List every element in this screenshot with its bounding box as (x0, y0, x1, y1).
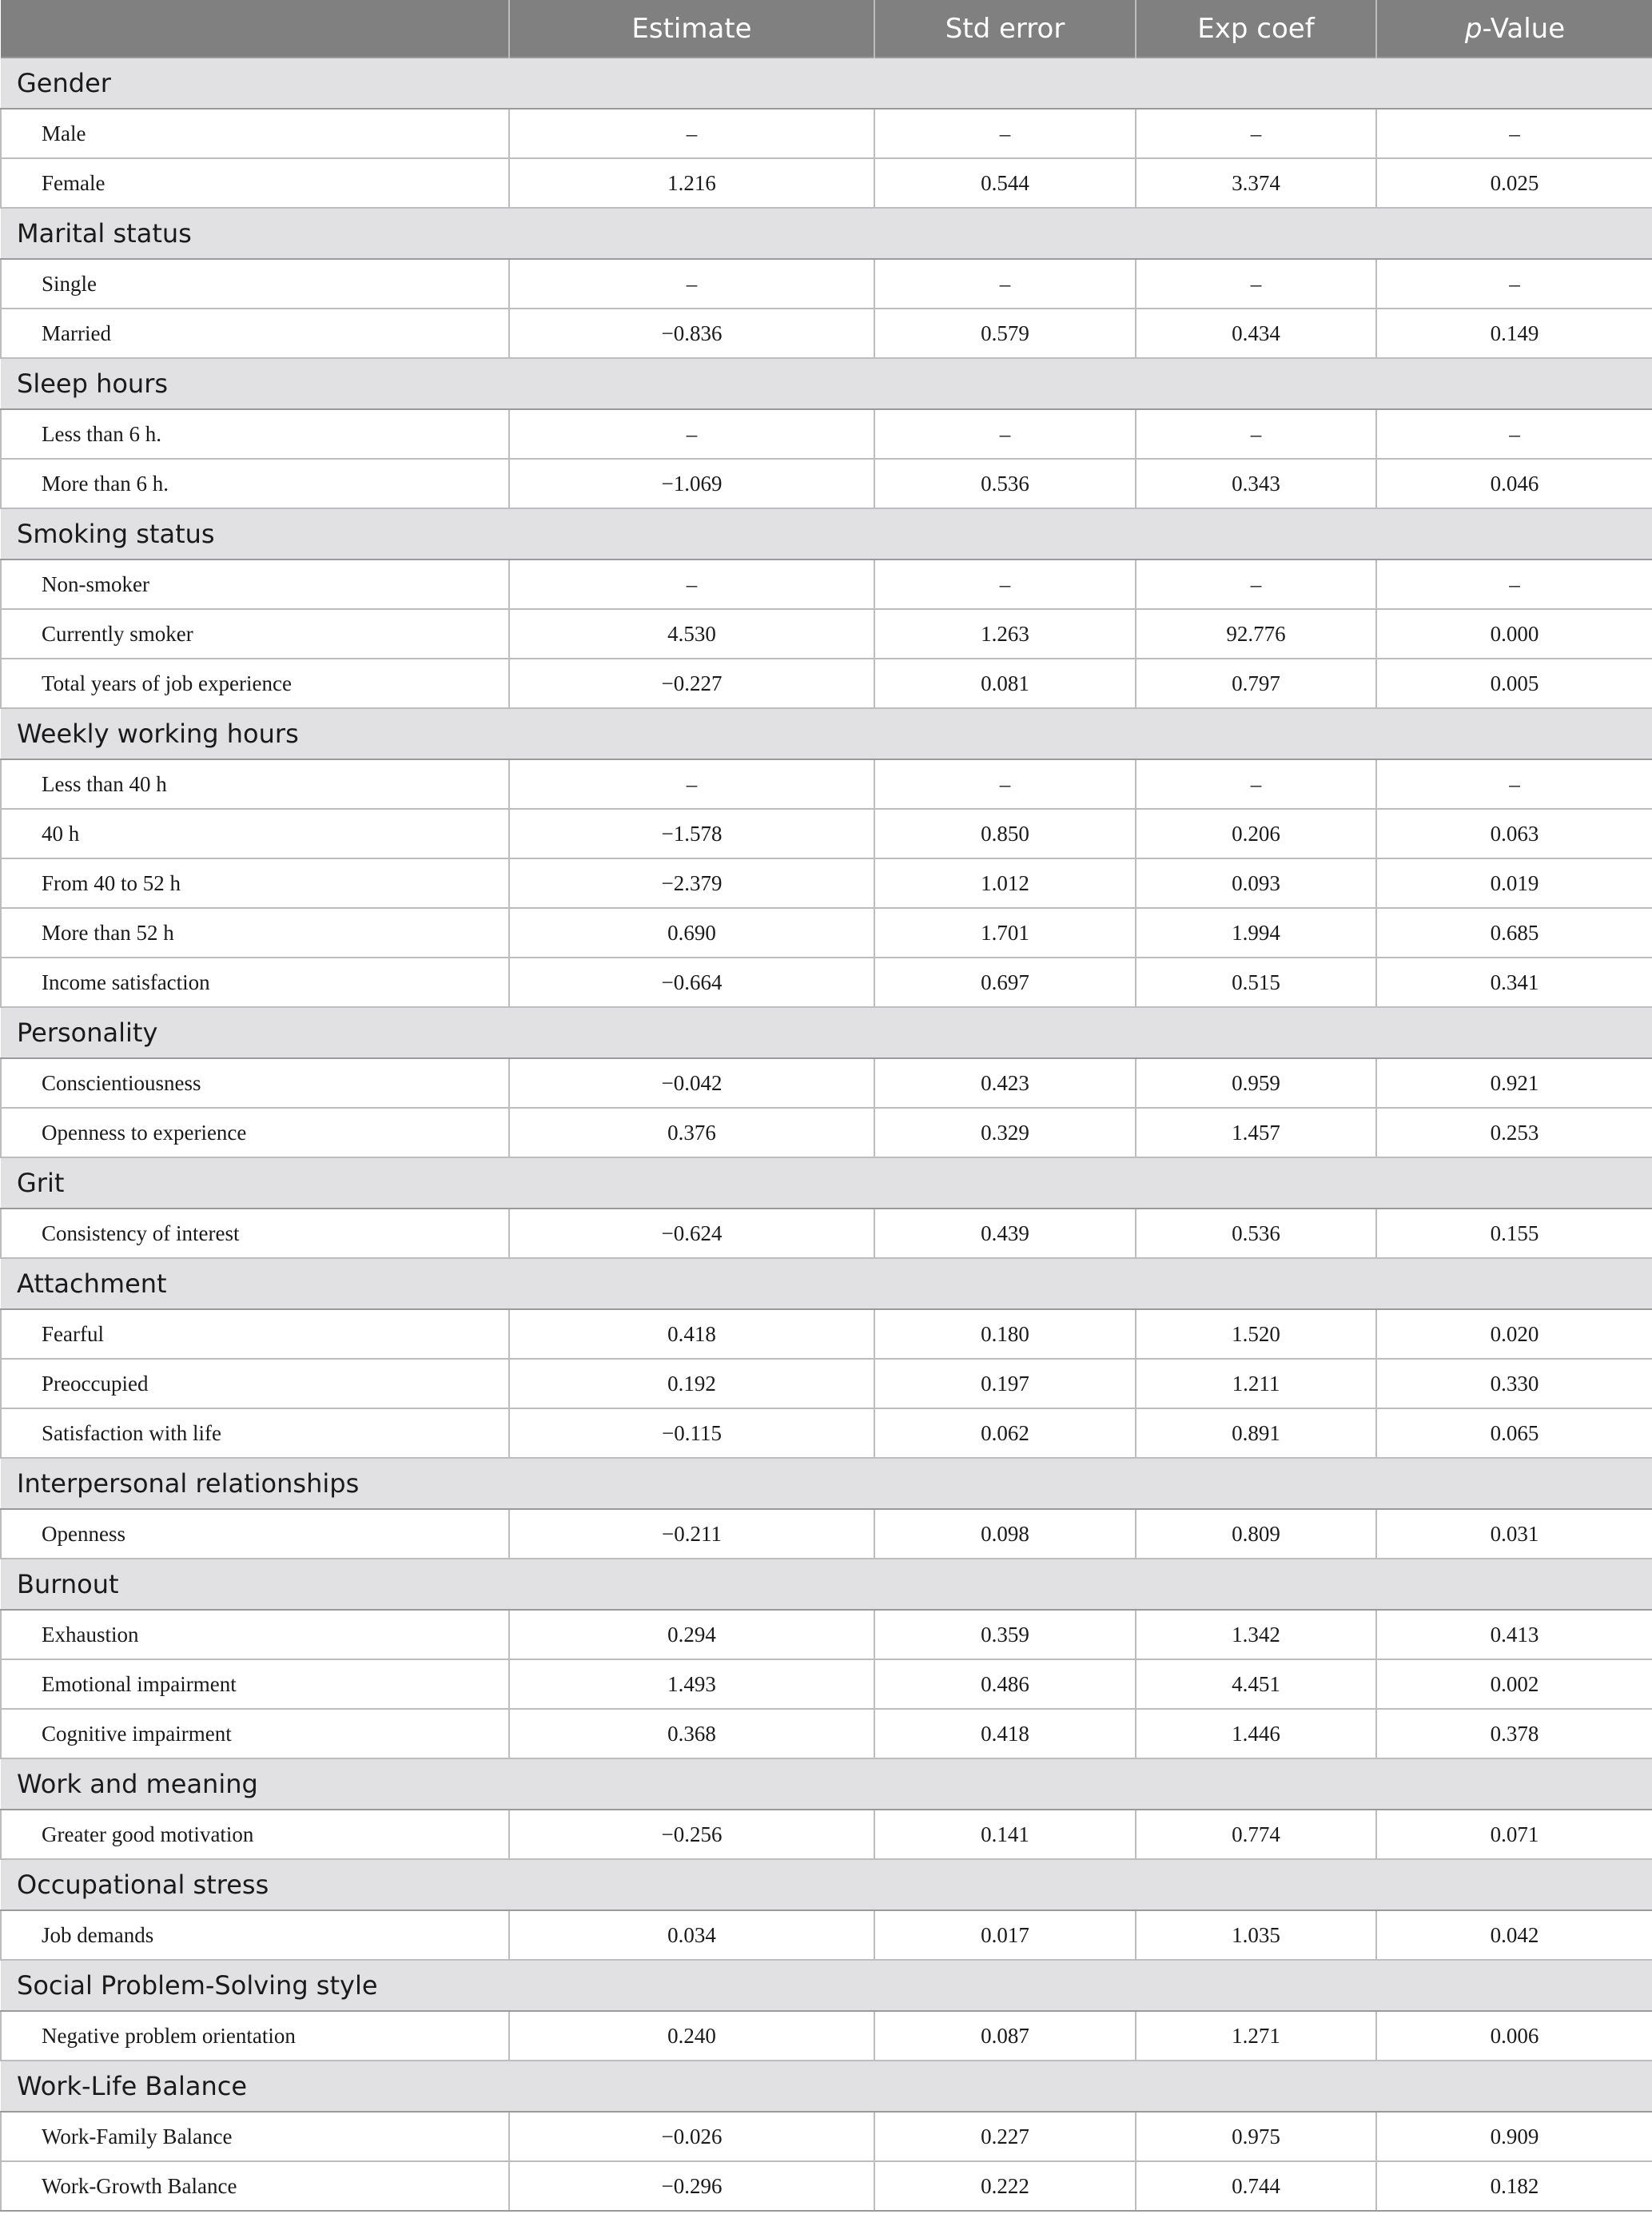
cell-estimate: 4.530 (509, 609, 874, 659)
group-row (1, 358, 1652, 409)
cell-std-error: 0.062 (874, 1408, 1136, 1458)
cell-estimate: 1.216 (509, 158, 874, 208)
cell-p-value: 0.182 (1376, 2161, 1652, 2211)
cell-std-error: 0.544 (874, 158, 1136, 208)
cell-p-value: 0.071 (1376, 1810, 1652, 1859)
cell-estimate: – (509, 759, 874, 809)
group-row (1, 708, 1652, 759)
header-row (1, 0, 1652, 58)
cell-estimate: −1.578 (509, 809, 874, 858)
cell-exp-coef: 0.343 (1136, 459, 1376, 508)
group-title: Occupational stress (1, 1859, 1652, 1910)
group-title: Attachment (1, 1258, 1652, 1309)
cell-exp-coef: – (1136, 559, 1376, 609)
cell-exp-coef: 1.211 (1136, 1359, 1376, 1408)
cell-std-error: 0.017 (874, 1910, 1136, 1960)
row-label: Non-smoker (1, 559, 509, 609)
table-row (1, 259, 1652, 309)
cell-exp-coef: – (1136, 409, 1376, 459)
cell-exp-coef: 0.515 (1136, 958, 1376, 1007)
table-row (1, 409, 1652, 459)
cell-std-error: 0.197 (874, 1359, 1136, 1408)
table-row (1, 1408, 1652, 1458)
cell-exp-coef: 0.891 (1136, 1408, 1376, 1458)
group-row (1, 1458, 1652, 1509)
cell-p-value: 0.042 (1376, 1910, 1652, 1960)
table-row (1, 1659, 1652, 1709)
cell-p-value: 0.020 (1376, 1309, 1652, 1359)
cell-exp-coef: 1.457 (1136, 1108, 1376, 1157)
cell-estimate: 0.376 (509, 1108, 874, 1157)
cell-exp-coef: 0.434 (1136, 309, 1376, 358)
table-row (1, 2112, 1652, 2161)
table-row (1, 1058, 1652, 1108)
row-label: Emotional impairment (1, 1659, 509, 1709)
row-label: Married (1, 309, 509, 358)
row-label: Negative problem orientation (1, 2011, 509, 2061)
cell-p-value: 0.909 (1376, 2112, 1652, 2161)
group-title: Interpersonal relationships (1, 1458, 1652, 1509)
cell-estimate: 0.034 (509, 1910, 874, 1960)
cell-exp-coef: 1.994 (1136, 908, 1376, 958)
cell-exp-coef: 92.776 (1136, 609, 1376, 659)
cell-exp-coef: 0.809 (1136, 1509, 1376, 1559)
cell-exp-coef: 0.797 (1136, 659, 1376, 708)
cell-exp-coef: – (1136, 759, 1376, 809)
row-label: Female (1, 158, 509, 208)
cell-exp-coef: 0.536 (1136, 1209, 1376, 1258)
row-label: Work-Growth Balance (1, 2161, 509, 2211)
cell-estimate: −0.624 (509, 1209, 874, 1258)
cell-exp-coef: 1.342 (1136, 1610, 1376, 1659)
group-title: Sleep hours (1, 358, 1652, 409)
cell-estimate: 0.368 (509, 1709, 874, 1758)
cell-std-error: 0.359 (874, 1610, 1136, 1659)
cell-p-value: 0.921 (1376, 1058, 1652, 1108)
row-label: Work-Family Balance (1, 2112, 509, 2161)
group-row (1, 1859, 1652, 1910)
header-std-error: Std error (874, 0, 1136, 58)
cell-estimate: – (509, 259, 874, 309)
cell-estimate: −0.227 (509, 659, 874, 708)
cell-estimate: −0.042 (509, 1058, 874, 1108)
cell-std-error: 0.081 (874, 659, 1136, 708)
cell-estimate: −0.026 (509, 2112, 874, 2161)
group-title: Grit (1, 1157, 1652, 1209)
header-p-value (1376, 0, 1652, 58)
row-label: Male (1, 109, 509, 158)
cell-exp-coef: 1.446 (1136, 1709, 1376, 1758)
cell-std-error: 0.579 (874, 309, 1136, 358)
cell-std-error: 0.222 (874, 2161, 1136, 2211)
table-row (1, 858, 1652, 908)
cell-std-error: 0.329 (874, 1108, 1136, 1157)
table-row (1, 309, 1652, 358)
row-label: Fearful (1, 1309, 509, 1359)
table-row (1, 809, 1652, 858)
group-row (1, 2061, 1652, 2112)
row-label: Cognitive impairment (1, 1709, 509, 1758)
row-label: Greater good motivation (1, 1810, 509, 1859)
group-title: Work-Life Balance (1, 2061, 1652, 2112)
cell-p-value: 0.155 (1376, 1209, 1652, 1258)
group-title: Burnout (1, 1559, 1652, 1610)
group-row (1, 1007, 1652, 1058)
table-row (1, 759, 1652, 809)
cell-std-error: – (874, 109, 1136, 158)
cell-exp-coef: 0.206 (1136, 809, 1376, 858)
header-estimate: Estimate (509, 0, 874, 58)
table-row (1, 659, 1652, 708)
cell-std-error: 0.141 (874, 1810, 1136, 1859)
cell-std-error: – (874, 759, 1136, 809)
cell-p-value: 0.046 (1376, 459, 1652, 508)
cell-p-value: – (1376, 109, 1652, 158)
group-row (1, 1157, 1652, 1209)
cell-std-error: 0.227 (874, 2112, 1136, 2161)
cell-std-error: 0.418 (874, 1709, 1136, 1758)
cell-p-value: 0.065 (1376, 1408, 1652, 1458)
table-row (1, 2011, 1652, 2061)
row-label: Openness to experience (1, 1108, 509, 1157)
row-label: Less than 6 h. (1, 409, 509, 459)
cell-std-error: – (874, 409, 1136, 459)
cell-std-error: 0.087 (874, 2011, 1136, 2061)
group-row (1, 58, 1652, 109)
cell-std-error: 0.098 (874, 1509, 1136, 1559)
cell-p-value: 0.341 (1376, 958, 1652, 1007)
cell-std-error: 0.850 (874, 809, 1136, 858)
cell-p-value: – (1376, 409, 1652, 459)
group-row (1, 1960, 1652, 2011)
cell-p-value: 0.005 (1376, 659, 1652, 708)
table-row (1, 1309, 1652, 1359)
cell-exp-coef: 0.093 (1136, 858, 1376, 908)
row-label: Income satisfaction (1, 958, 509, 1007)
row-label: Consistency of interest (1, 1209, 509, 1258)
cell-p-value: – (1376, 259, 1652, 309)
header-exp-coef: Exp coef (1136, 0, 1376, 58)
cell-std-error: 0.423 (874, 1058, 1136, 1108)
cell-p-value: 0.413 (1376, 1610, 1652, 1659)
table-row (1, 609, 1652, 659)
table-row (1, 1509, 1652, 1559)
cell-estimate: −0.664 (509, 958, 874, 1007)
cell-estimate: 1.493 (509, 1659, 874, 1709)
row-label: Exhaustion (1, 1610, 509, 1659)
cell-estimate: −2.379 (509, 858, 874, 908)
table-row (1, 908, 1652, 958)
table-row (1, 158, 1652, 208)
cell-p-value: 0.685 (1376, 908, 1652, 958)
table-row (1, 1209, 1652, 1258)
cell-estimate: – (509, 109, 874, 158)
cell-p-value: 0.025 (1376, 158, 1652, 208)
cell-p-value: 0.378 (1376, 1709, 1652, 1758)
cell-estimate: 0.418 (509, 1309, 874, 1359)
cell-estimate: −0.296 (509, 2161, 874, 2211)
cell-p-value: 0.000 (1376, 609, 1652, 659)
row-label: Conscientiousness (1, 1058, 509, 1108)
cell-estimate: 0.690 (509, 908, 874, 958)
cell-estimate: 0.294 (509, 1610, 874, 1659)
cell-estimate: – (509, 559, 874, 609)
row-label: Total years of job experience (1, 659, 509, 708)
table-row (1, 459, 1652, 508)
group-title: Smoking status (1, 508, 1652, 559)
row-label: More than 6 h. (1, 459, 509, 508)
table-header (1, 0, 1652, 58)
group-title: Work and meaning (1, 1758, 1652, 1810)
row-label: 40 h (1, 809, 509, 858)
cell-estimate: – (509, 409, 874, 459)
table-row (1, 1108, 1652, 1157)
group-title: Personality (1, 1007, 1652, 1058)
cell-exp-coef: – (1136, 259, 1376, 309)
cell-estimate: −0.211 (509, 1509, 874, 1559)
cell-p-value: 0.149 (1376, 309, 1652, 358)
row-label: More than 52 h (1, 908, 509, 958)
table-row (1, 109, 1652, 158)
row-label: Satisfaction with life (1, 1408, 509, 1458)
cell-estimate: 0.192 (509, 1359, 874, 1408)
cell-p-value: 0.253 (1376, 1108, 1652, 1157)
cell-std-error: 0.697 (874, 958, 1136, 1007)
group-row (1, 1258, 1652, 1309)
cell-exp-coef: 4.451 (1136, 1659, 1376, 1709)
cell-estimate: −1.069 (509, 459, 874, 508)
cell-estimate: −0.256 (509, 1810, 874, 1859)
cell-p-value: 0.063 (1376, 809, 1652, 858)
table-row (1, 1359, 1652, 1408)
group-title: Social Problem-Solving style (1, 1960, 1652, 2011)
table-row (1, 2161, 1652, 2211)
cell-p-value: 0.031 (1376, 1509, 1652, 1559)
cell-p-value: 0.019 (1376, 858, 1652, 908)
cell-std-error: 0.486 (874, 1659, 1136, 1709)
row-label: Openness (1, 1509, 509, 1559)
cell-exp-coef: 1.520 (1136, 1309, 1376, 1359)
cell-exp-coef: 0.975 (1136, 2112, 1376, 2161)
cell-std-error: 0.536 (874, 459, 1136, 508)
row-label: From 40 to 52 h (1, 858, 509, 908)
table-row (1, 1910, 1652, 1960)
cell-std-error: – (874, 259, 1136, 309)
cell-exp-coef: 1.035 (1136, 1910, 1376, 1960)
row-label: Preoccupied (1, 1359, 509, 1408)
row-label: Single (1, 259, 509, 309)
cell-std-error: 1.012 (874, 858, 1136, 908)
table-row (1, 559, 1652, 609)
cell-std-error: 0.439 (874, 1209, 1136, 1258)
cell-estimate: 0.240 (509, 2011, 874, 2061)
table-row (1, 1610, 1652, 1659)
cell-p-value: – (1376, 759, 1652, 809)
group-title: Gender (1, 58, 1652, 109)
group-title: Marital status (1, 208, 1652, 259)
group-row (1, 208, 1652, 259)
table-row (1, 1810, 1652, 1859)
cell-std-error: 0.180 (874, 1309, 1136, 1359)
cell-p-value: – (1376, 559, 1652, 609)
group-row (1, 1758, 1652, 1810)
row-label: Currently smoker (1, 609, 509, 659)
cell-std-error: – (874, 559, 1136, 609)
header-p-rest: -Value (1482, 12, 1566, 45)
cell-p-value: 0.002 (1376, 1659, 1652, 1709)
header-blank (1, 0, 509, 58)
cell-estimate: −0.836 (509, 309, 874, 358)
cell-std-error: 1.701 (874, 908, 1136, 958)
table-row (1, 958, 1652, 1007)
table-row (1, 1709, 1652, 1758)
row-label: Less than 40 h (1, 759, 509, 809)
cell-exp-coef: 3.374 (1136, 158, 1376, 208)
cell-p-value: 0.330 (1376, 1359, 1652, 1408)
table-body (1, 58, 1652, 2211)
cell-exp-coef: 0.774 (1136, 1810, 1376, 1859)
cell-exp-coef: – (1136, 109, 1376, 158)
cell-exp-coef: 0.959 (1136, 1058, 1376, 1108)
group-row (1, 1559, 1652, 1610)
header-p-italic: p (1464, 12, 1483, 45)
row-label: Job demands (1, 1910, 509, 1960)
cell-exp-coef: 0.744 (1136, 2161, 1376, 2211)
cell-estimate: −0.115 (509, 1408, 874, 1458)
group-row (1, 508, 1652, 559)
group-title: Weekly working hours (1, 708, 1652, 759)
cell-std-error: 1.263 (874, 609, 1136, 659)
cell-p-value: 0.006 (1376, 2011, 1652, 2061)
cell-exp-coef: 1.271 (1136, 2011, 1376, 2061)
